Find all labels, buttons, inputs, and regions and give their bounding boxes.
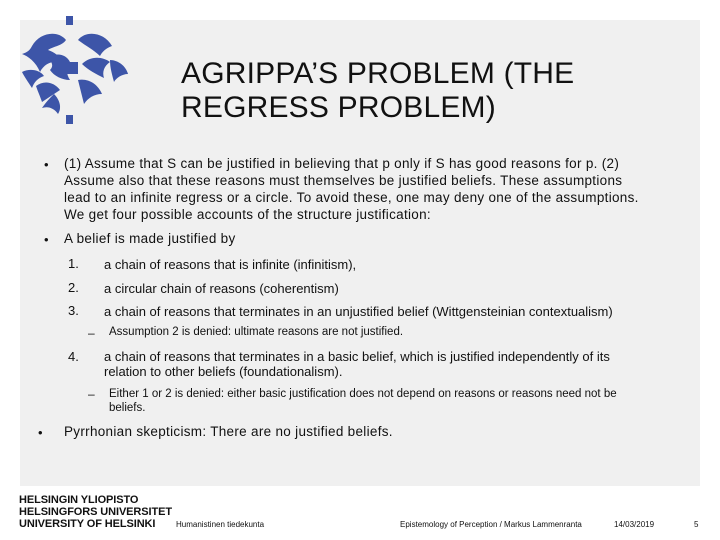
slide-title-line1: AGRIPPA’S PROBLEM (THE: [181, 57, 575, 90]
footer-date: 14/03/2019: [614, 520, 655, 529]
university-name-line: UNIVERSITY OF HELSINKI: [19, 518, 156, 530]
bullet-1-line: We get four possible accounts of the structure justification:: [64, 207, 431, 222]
bullet-1-line: lead to an infinite regress or a circle. To avoid these, one may deny one of the assumptions.: [64, 190, 639, 205]
list-item-text: a circular chain of reasons (coherentism): [104, 281, 339, 296]
list-number: 2.: [68, 280, 79, 295]
footer-course: Epistemology of Perception / Markus Lammenranta: [400, 520, 582, 529]
slide-title-line2: REGRESS PROBLEM): [181, 91, 496, 124]
footer-faculty: Humanistinen tiedekunta: [176, 520, 265, 529]
list-item-text: relation to other beliefs (foundationalism).: [104, 364, 343, 379]
footer-page-number: 5: [694, 520, 699, 529]
list-item-text: a chain of reasons that is infinite (infinitism),: [104, 257, 357, 272]
bullet-3-text: Pyrrhonian skepticism: There are no justified beliefs.: [64, 424, 393, 439]
university-name-line: HELSINGFORS UNIVERSITET: [19, 506, 172, 518]
list-number: 1.: [68, 256, 79, 271]
bullet-1-line: Assume also that these reasons must themselves be justified beliefs. These assumptions: [64, 173, 623, 188]
list-item-text: a chain of reasons that terminates in an unjustified belief (Wittgensteinian contextualism): [104, 304, 613, 319]
list-item-text: a chain of reasons that terminates in a basic belief, which is justified independently of its: [104, 349, 610, 364]
university-name-line: HELSINGIN YLIOPISTO: [19, 494, 139, 506]
bullet-marker: •: [38, 425, 43, 440]
sub-dash: –: [88, 326, 95, 340]
list-number: 3.: [68, 303, 79, 318]
sub-dash: –: [88, 387, 95, 401]
sub-item-text: beliefs.: [109, 402, 146, 414]
bullet-1-line: (1) Assume that S can be justified in believing that p only if S has good reasons for p. (2): [64, 156, 620, 171]
bullet-2-text: A belief is made justified by: [64, 231, 236, 246]
list-number: 4.: [68, 349, 79, 364]
bullet-marker: •: [44, 157, 49, 172]
sub-item-text: Assumption 2 is denied: ultimate reasons are not justified.: [109, 326, 404, 338]
bullet-marker: •: [44, 232, 49, 247]
sub-item-text: Either 1 or 2 is denied: either basic justification does not depend on reasons or reasons need not be: [109, 388, 617, 400]
university-name: [19, 494, 172, 530]
